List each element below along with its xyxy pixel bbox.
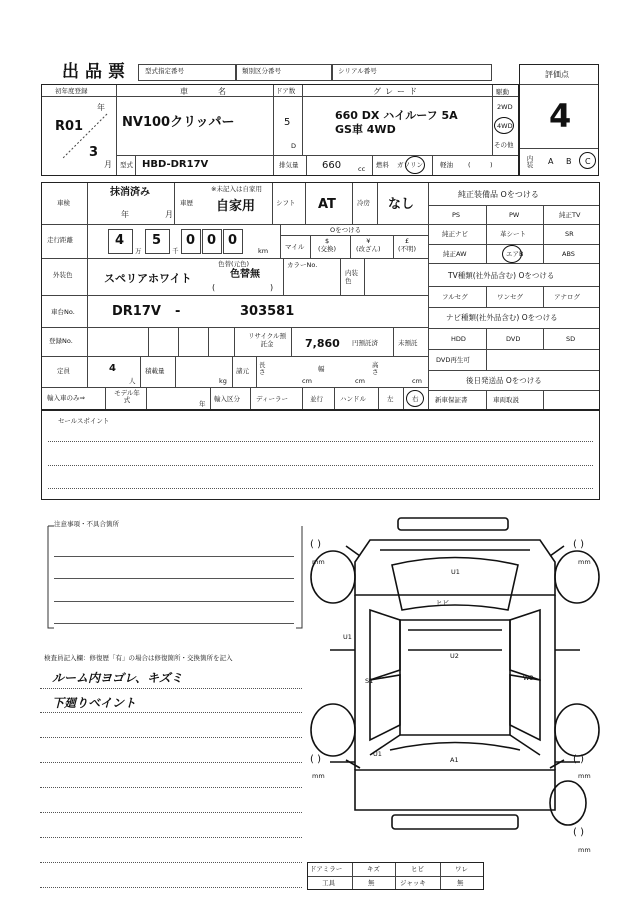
- note-line2: 下廻りベイント: [52, 696, 137, 710]
- mileage-sen-unit: 千: [172, 247, 179, 255]
- interior-color-label: 内装色: [345, 269, 358, 285]
- fuel-label: 燃料: [376, 161, 389, 169]
- car-damage-diagram: [300, 510, 610, 870]
- legend-crack: ヒビ: [411, 865, 424, 873]
- tire-rl-paren: ( ): [310, 754, 321, 765]
- color-change-label: 色替(元色): [218, 260, 250, 268]
- header-field-class-code-label: 類別区分番号: [242, 67, 281, 75]
- legend-break: ワレ: [455, 865, 468, 873]
- year-unit-label: 年: [97, 103, 105, 112]
- history-note: ※未記入は自家用: [211, 185, 262, 193]
- equip-ps: PS: [452, 211, 461, 219]
- recycle-not: 未預託: [398, 339, 418, 347]
- mileage-circle-note: Oをつける: [330, 226, 362, 234]
- inspection-year-unit: 年: [121, 210, 129, 219]
- equip-tv: 純正TV: [559, 211, 581, 219]
- inspection-month-unit: 月: [165, 210, 173, 219]
- load-label: 積載量: [145, 367, 165, 375]
- legend-scratch: キズ: [367, 865, 380, 873]
- inspector-note: 検査員記入欄：修復歴「有」の場合は修復箇所・交換箇所を記入: [44, 654, 233, 662]
- damage-u2: U2: [450, 652, 459, 660]
- inspection-label: 車検: [57, 199, 70, 207]
- doors-label: ドア数: [276, 87, 296, 95]
- first-reg-year: R01: [55, 119, 84, 134]
- damage-u1-left: U1: [343, 633, 352, 641]
- shift-label: シフト: [276, 199, 296, 207]
- displacement-label: 排気量: [279, 161, 299, 169]
- dvd-playback-label: DVD再生可: [436, 356, 470, 364]
- fuel-paren: ( ): [468, 161, 493, 169]
- equip-sr: SR: [565, 230, 574, 238]
- first-reg-label: 初年度登録: [55, 87, 88, 95]
- width-label: 幅: [318, 365, 325, 373]
- tire-rr-paren: ( ): [573, 754, 584, 765]
- tv-analog: アナログ: [554, 293, 580, 301]
- chassis-dash: -: [175, 304, 181, 319]
- chassis-prefix: DR17V: [112, 304, 161, 319]
- form-title: 出品票: [62, 62, 131, 82]
- capacity-value: 4: [109, 363, 116, 374]
- drive-label: 駆動: [496, 88, 509, 96]
- interior-grade-c: C: [585, 157, 591, 166]
- mileage-km-unit: km: [258, 247, 269, 255]
- month-unit-label: 月: [104, 160, 112, 169]
- drive-other: その他: [494, 141, 514, 149]
- history-value: 自家用: [216, 199, 256, 214]
- recycle-done: 円預託済: [352, 339, 378, 347]
- height-cm: cm: [412, 377, 422, 385]
- sales-points-box: [41, 410, 600, 500]
- mileage-modified: ¥ (改ざん): [356, 237, 381, 253]
- load-kg-unit: kg: [219, 377, 227, 385]
- equip-pw: PW: [509, 211, 520, 219]
- handle-right: 右: [412, 395, 419, 403]
- equipment-title: 純正装備品 Oをつける: [458, 190, 539, 199]
- mileage-digit-4: 0: [207, 233, 217, 248]
- notes-title: 注意事項・不具合箇所: [54, 520, 119, 528]
- inspection-value: 抹消済み: [110, 187, 150, 198]
- evaluation-score: 4: [549, 97, 572, 135]
- color-change-value: 色替無: [230, 269, 260, 280]
- shift-value: AT: [318, 197, 336, 212]
- mileage-label: 走行距離: [47, 236, 73, 244]
- note-line1: ルーム内ヨゴレ、キズミ: [52, 671, 183, 685]
- fuel-gasoline-circle: [405, 156, 425, 174]
- navi-dvd: DVD: [506, 335, 521, 343]
- tire-rl-mm: mm: [312, 772, 325, 780]
- color-change-paren-close: ): [270, 283, 274, 292]
- chassis-label: 車台No.: [51, 308, 75, 316]
- later-manual: 車両取説: [493, 396, 519, 404]
- handle-left: 左: [387, 395, 394, 403]
- first-reg-month: 3: [89, 145, 99, 160]
- handle-label: ハンドル: [340, 395, 366, 403]
- navi-sd: SD: [566, 335, 576, 343]
- damage-u1-bottom: U1: [373, 750, 382, 758]
- interior-grade-a: A: [548, 157, 554, 166]
- reg-date-divider: [45, 100, 115, 172]
- header-field-model-code-label: 型式指定番号: [145, 67, 184, 75]
- equip-airbag-circle: [502, 245, 522, 263]
- fuel-gasoline: ガソリン: [397, 161, 423, 169]
- legend-mirror: ドアミラー: [310, 865, 343, 873]
- legend-tools: 工具: [322, 879, 335, 887]
- mileage-digit-2: 5: [152, 233, 162, 248]
- recycle-label: リサイクル預託金: [247, 332, 287, 348]
- later-warranty: 新車保証書: [435, 396, 468, 404]
- equip-leather: 革シート: [500, 230, 526, 238]
- tv-fullseg: フルセグ: [442, 293, 468, 301]
- ac-value: なし: [388, 197, 415, 212]
- evaluation-label: 評価点: [545, 70, 569, 79]
- type-label: 型式: [120, 161, 133, 169]
- header-field-serial-label: シリアル番号: [338, 67, 377, 75]
- legend-jack-none: 無: [457, 879, 464, 887]
- interior-grade-b: B: [566, 157, 572, 166]
- damage-a1: A1: [450, 756, 459, 764]
- color-change-paren-open: (: [212, 283, 216, 292]
- later-shipment-title: 後日発送品 Oをつける: [466, 376, 542, 385]
- width-cm: cm: [355, 377, 365, 385]
- mileage-mile: マイル: [285, 243, 305, 251]
- interior-grade-label: 内装: [525, 155, 534, 168]
- tv-type-title: TV種類(社外品含む) Oをつける: [448, 271, 555, 280]
- reg-no-label: 登録No.: [49, 337, 73, 345]
- doors-d: D: [291, 142, 297, 150]
- grade-line1: 660 DX ハイルーフ 5A: [335, 109, 458, 122]
- import-label: 輸入車のみ⇒: [47, 394, 85, 402]
- length-cm: cm: [302, 377, 312, 385]
- length-label: 長さ: [259, 361, 266, 377]
- chassis-number: 303581: [240, 304, 295, 319]
- navi-type-title: ナビ種類(社外品含む) Oをつける: [446, 313, 558, 322]
- recycle-amount: 7,860: [305, 337, 340, 350]
- color-no-label: カラーNo.: [287, 261, 318, 269]
- history-label: 車歴: [180, 199, 193, 207]
- type-value: HBD-DR17V: [142, 159, 209, 170]
- model-year-unit: 年: [199, 400, 206, 408]
- tire-fl-paren: ( ): [310, 539, 321, 550]
- parallel-label: 並行: [310, 395, 323, 403]
- tv-oneseg: ワンセグ: [497, 293, 523, 301]
- tire-fl-mm: mm: [312, 558, 325, 566]
- damage-u1-top: U1: [451, 568, 460, 576]
- grade-line2: GS車 4WD: [335, 123, 396, 136]
- sales-points-label: セールスポイント: [58, 417, 110, 425]
- mileage-man-unit: 万: [135, 247, 142, 255]
- handle-right-circle: [406, 390, 424, 407]
- model-year-label: モデル年式: [114, 389, 140, 405]
- import-class-label: 輸入区分: [214, 395, 240, 403]
- drive-4wd-circle: [494, 117, 514, 134]
- model-name-label: 車名: [180, 87, 256, 96]
- mileage-digit-3: 0: [186, 233, 196, 248]
- tire-rr-mm: mm: [578, 772, 591, 780]
- tire-spare-paren: ( ): [573, 827, 584, 838]
- legend-jack: ジャッキ: [400, 879, 426, 887]
- mileage-digit-1: 4: [115, 233, 125, 248]
- equip-airbag: エアB: [506, 250, 524, 258]
- mileage-digit-5: 0: [228, 233, 238, 248]
- equip-abs: ABS: [562, 250, 575, 258]
- damage-hood-mark: ヒビ: [436, 599, 449, 607]
- dealer-label: ディーラー: [256, 395, 288, 403]
- displacement-cc: cc: [358, 165, 366, 173]
- dims-label: 諸元: [236, 367, 249, 375]
- navi-hdd: HDD: [451, 335, 466, 343]
- grade-label: グレード: [373, 87, 421, 96]
- drive-4wd: 4WD: [497, 122, 513, 130]
- doors-value: 5: [284, 117, 291, 128]
- capacity-unit: 人: [129, 377, 136, 385]
- capacity-label: 定員: [57, 367, 70, 375]
- tire-fr-paren: ( ): [573, 539, 584, 550]
- fuel-diesel: 軽油: [440, 161, 453, 169]
- equip-aw: 純正AW: [443, 250, 467, 258]
- damage-w3: W3: [523, 674, 534, 682]
- mileage-unknown: £ (不明): [398, 237, 417, 253]
- legend-tools-none: 無: [368, 879, 375, 887]
- interior-grade-c-circle: [579, 152, 596, 169]
- equip-navi: 純正ナビ: [442, 230, 468, 238]
- ac-label: 冷房: [357, 199, 370, 207]
- tire-spare-mm: mm: [578, 846, 591, 854]
- exterior-color-label: 外装色: [53, 271, 73, 279]
- notes-bracket: [40, 524, 310, 634]
- exterior-color-value: スペリアホワイト: [104, 272, 192, 285]
- tire-fr-mm: mm: [578, 558, 591, 566]
- damage-s1: S1: [365, 677, 374, 685]
- model-name: NV100クリッパー: [122, 115, 235, 130]
- drive-2wd: 2WD: [497, 103, 513, 111]
- height-label: 高さ: [372, 361, 379, 377]
- mileage-exchange: $ (交換): [318, 237, 337, 253]
- displacement-value: 660: [322, 160, 342, 171]
